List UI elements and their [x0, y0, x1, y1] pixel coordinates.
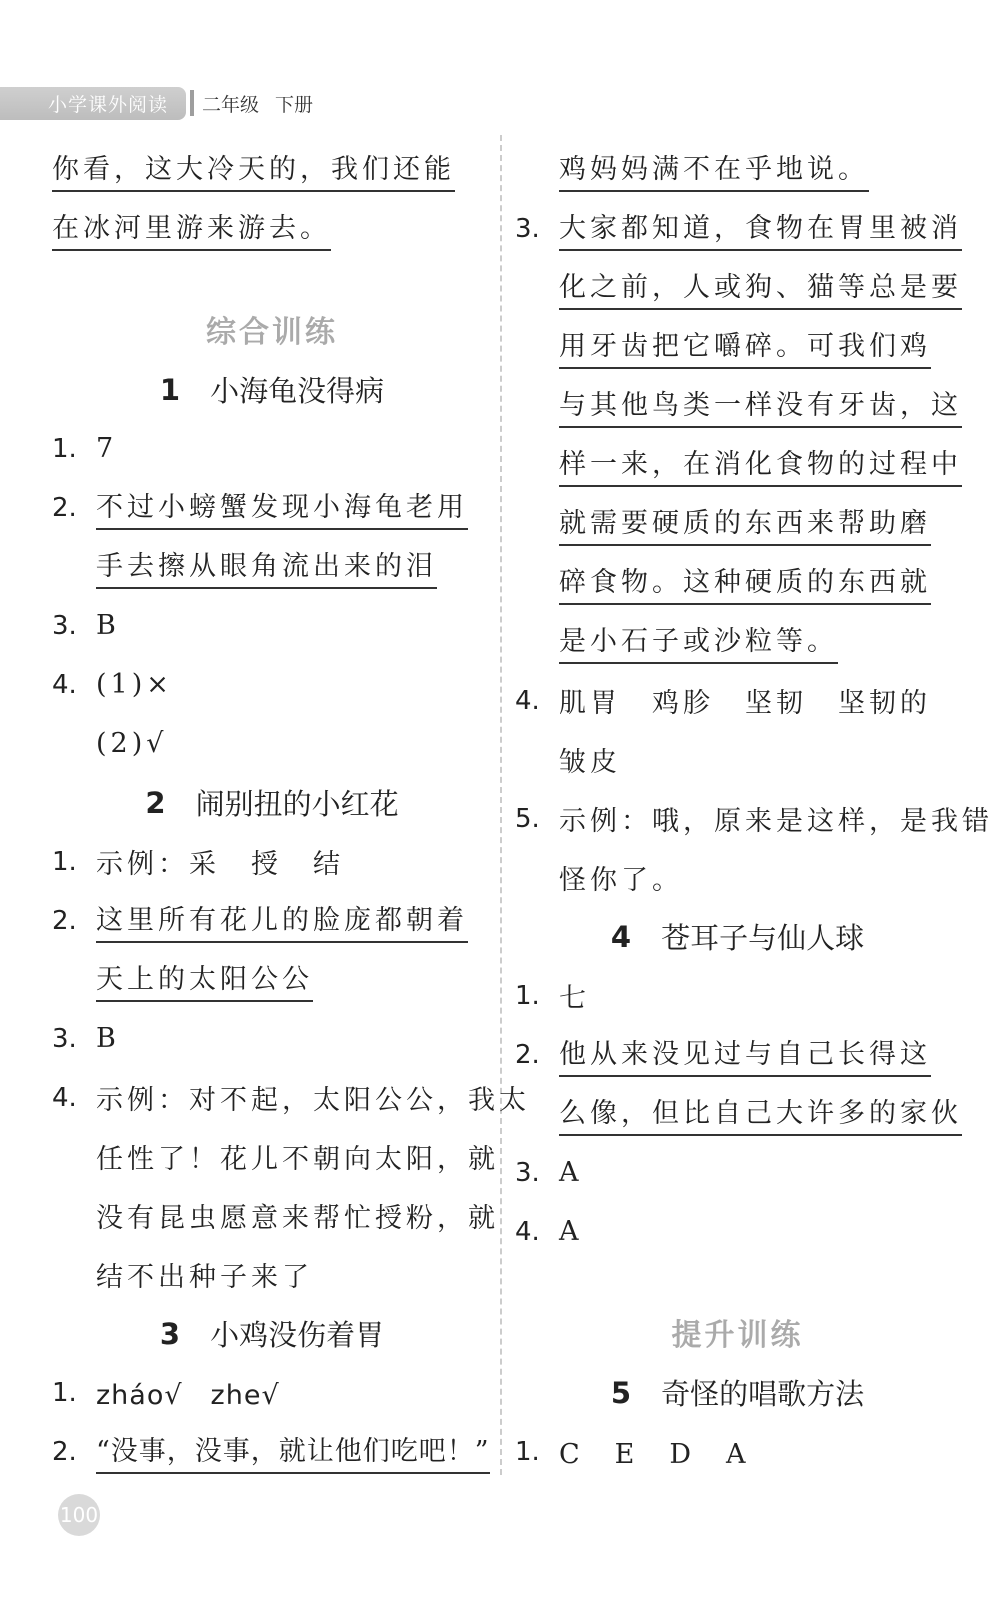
answer-item: 3. 大家都知道，食物在胃里被消: [515, 199, 960, 258]
answer-item: 1. 七: [515, 980, 590, 1014]
answer-line: 天上的太阳公公: [52, 950, 492, 1009]
answer-item: 3. A: [515, 1157, 583, 1188]
answer-line: 就需要硬质的东西来帮助磨: [515, 494, 960, 553]
answer-line: 样一来，在消化食物的过程中: [515, 435, 960, 494]
lesson-title: 2 闹别扭的小红花: [145, 785, 399, 821]
answer-item: 3. B: [52, 610, 120, 641]
answer-line: (2)√: [96, 728, 168, 759]
answer-line: 么像，但比自己大许多的家伙: [515, 1084, 960, 1143]
answer-item: 4. 肌胃 鸡胗 坚韧 坚韧的: [515, 685, 931, 719]
right-column: [515, 140, 993, 1481]
column-divider: [500, 135, 502, 1475]
answer-item: 2. 他从来没见过与自己长得这: [515, 1025, 960, 1084]
answer-item: 1. 示例：采 授 结: [52, 846, 344, 880]
answer-item: 3. B: [52, 1023, 120, 1054]
answer-item: 1. 7: [52, 433, 118, 464]
answer-line: 手去擦从眼角流出来的泪: [52, 537, 492, 596]
page-number: 100: [58, 1494, 100, 1536]
answer-item: 5. 示例：哦，原来是这样，是我错: [515, 803, 993, 837]
answer-line: 皱皮: [559, 747, 621, 778]
answer-line: 任性了！花儿不朝向太阳，就: [96, 1144, 499, 1175]
answer-item: 4. (1)×: [52, 669, 173, 700]
answer-line: 用牙齿把它嚼碎。可我们鸡: [515, 317, 960, 376]
answer-item: 2. 不过小螃蟹发现小海龟老用: [52, 478, 492, 537]
answer-item: 1. zháo√ zhe√: [52, 1377, 280, 1411]
answer-item: 4. A: [515, 1216, 583, 1247]
answer-line: 怪你了。: [559, 865, 683, 896]
volume-label: 下册: [275, 93, 314, 116]
lesson-title: 5 奇怪的唱歌方法: [610, 1375, 865, 1411]
section-title-advanced: 提升训练: [671, 1318, 804, 1353]
answer-line: 没有昆虫愿意来帮忙授粉，就: [96, 1203, 499, 1234]
series-label: 小学课外阅读: [0, 87, 186, 120]
answer-line: 在冰河里游来游去。: [52, 199, 492, 258]
header-divider: [190, 90, 194, 116]
left-column: [52, 140, 530, 1481]
answer-item: 2. “没事，没事，就让他们吃吧！”: [52, 1422, 492, 1481]
lesson-title: 1 小海龟没得病: [159, 372, 385, 408]
answer-line: 碎食物。这种硬质的东西就: [515, 553, 960, 612]
answer-item: 1. C E D A: [515, 1436, 750, 1470]
answer-item: 4. 示例：对不起，太阳公公，我太: [52, 1082, 530, 1116]
lesson-title: 3 小鸡没伤着胃: [159, 1316, 385, 1352]
answer-line: 鸡妈妈满不在乎地说。: [515, 140, 960, 199]
answer-line: 是小石子或沙粒等。: [515, 612, 960, 671]
answer-line: 化之前，人或狗、猫等总是要: [515, 258, 960, 317]
lesson-title: 4 苍耳子与仙人球: [610, 919, 865, 955]
page-header: [0, 88, 360, 118]
section-title-comprehensive: 综合训练: [206, 315, 338, 350]
grade-label: 二年级: [202, 93, 260, 116]
answer-line: 与其他鸟类一样没有牙齿，这: [515, 376, 960, 435]
answer-line: 你看，这大冷天的，我们还能: [52, 140, 492, 199]
answer-item: 2. 这里所有花儿的脸庞都朝着: [52, 891, 492, 950]
answer-line: 结不出种子来了: [96, 1262, 313, 1293]
